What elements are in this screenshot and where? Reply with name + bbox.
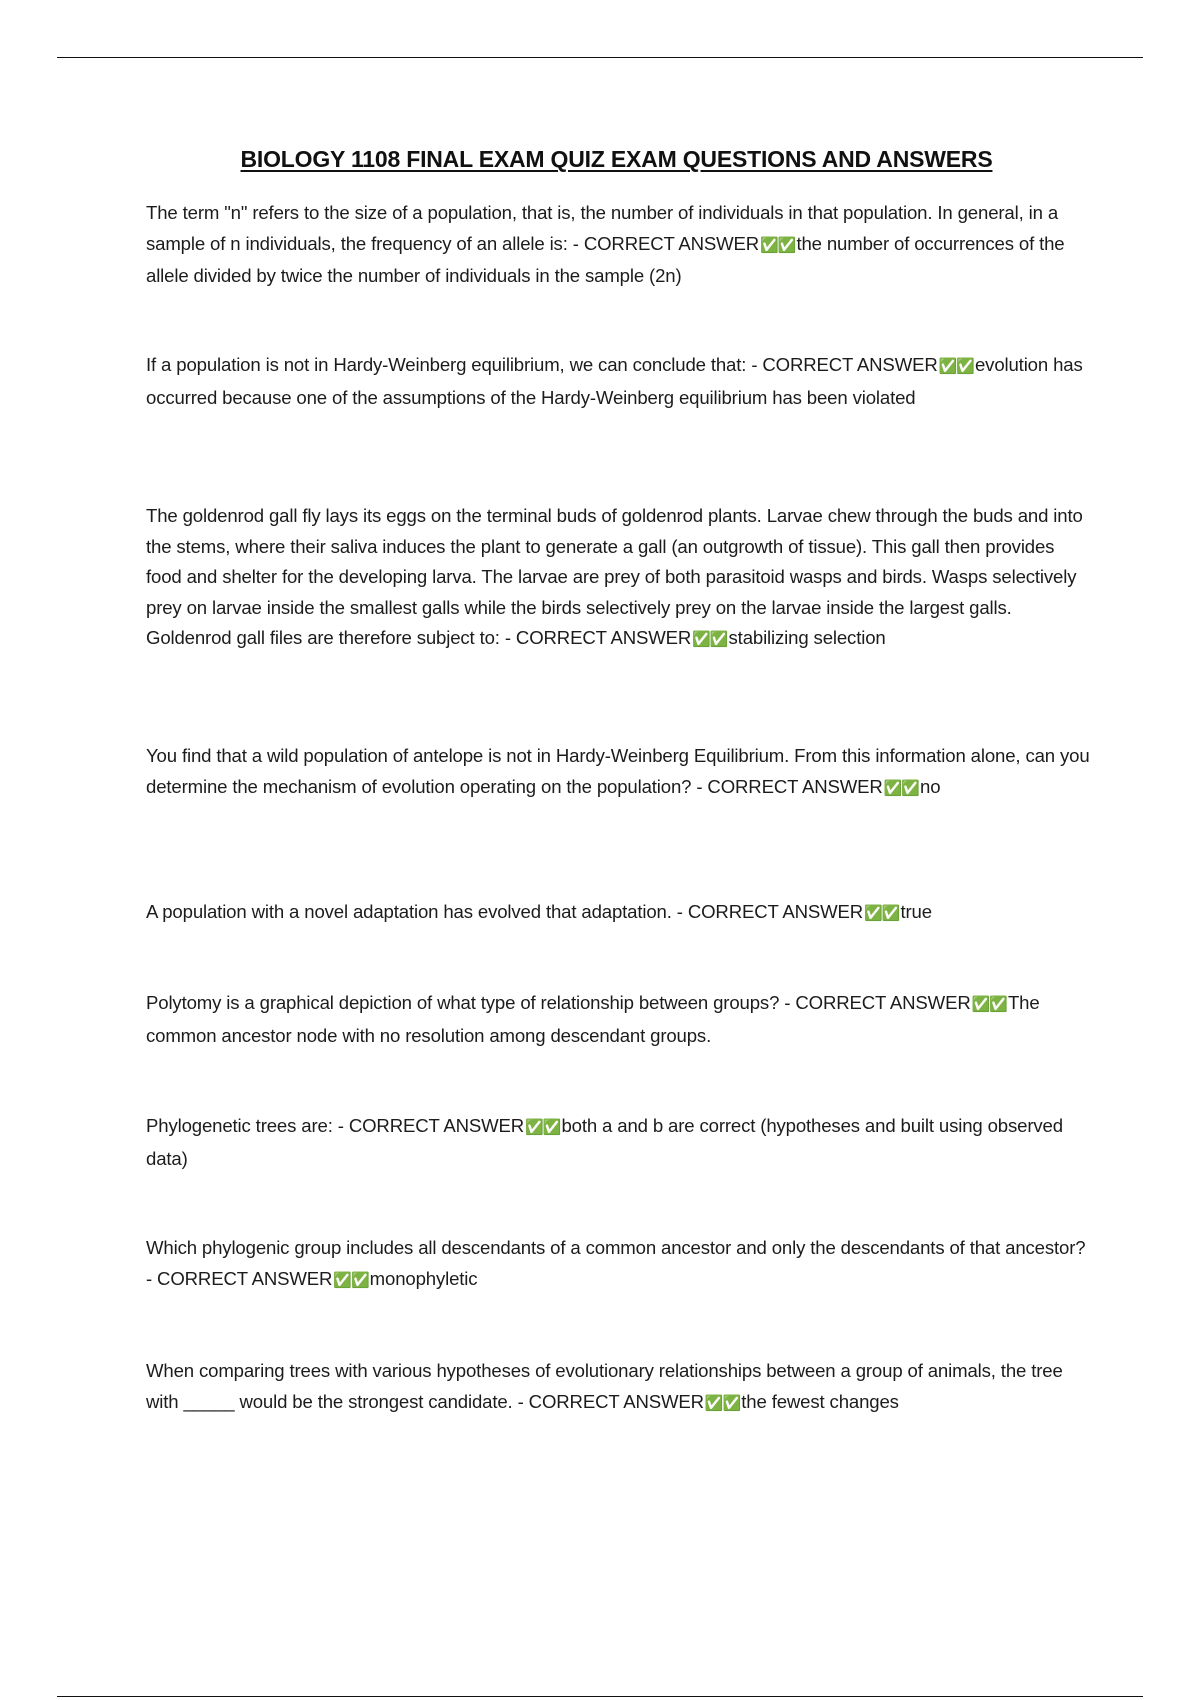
answer-text: both a and b are correct (hypotheses and built using observed data) (146, 1115, 1063, 1169)
answer-text: true (900, 901, 932, 922)
answer-marker: - CORRECT ANSWER (696, 775, 883, 797)
double-check-icon: ✅✅ (704, 1394, 741, 1412)
qa-item-2 (146, 350, 1091, 413)
bottom-rule (57, 1696, 1143, 1697)
double-check-icon: ✅✅ (883, 779, 920, 797)
question-text: When comparing trees with various hypotheses of evolutionary relationships between a group of animals, the tree with _____ would be the strongest candidate. (146, 1360, 1063, 1412)
double-check-icon: ✅✅ (692, 631, 728, 648)
question-text: A population with a novel adaptation has evolved that adaptation. (146, 901, 672, 922)
answer-text: The common ancestor node with no resolution among descendant groups. (146, 992, 1040, 1046)
double-check-icon: ✅✅ (938, 358, 974, 375)
answer-text: stabilizing selection (728, 627, 886, 648)
qa-item-7 (146, 1111, 1091, 1174)
answer-text: the number of occurrences of the allele divided by twice the number of individuals in the sample (2n) (146, 232, 1065, 286)
answer-marker: - CORRECT ANSWER (572, 232, 760, 254)
qa-item-8 (146, 1233, 1091, 1296)
question-text: Which phylogenic group includes all descendants of a common ancestor and only the descendants of that ancestor? (146, 1237, 1086, 1258)
double-check-icon: ✅✅ (971, 996, 1007, 1013)
question-text: The goldenrod gall fly lays its eggs on the terminal buds of goldenrod plants. Larvae chew through the buds and into the stems, where their saliva induces the plant to generate a gall (an outgrowth of tissue). This gall then provides food and shelter for the developing larva. The larvae are prey of both parasitoid wasps and birds. Wasps selectively prey on larvae inside the smallest galls while the birds selectively prey on the larvae inside the largest galls. Goldenrod gall files are therefore subject to: (146, 505, 1083, 648)
answer-text: the fewest changes (741, 1390, 899, 1412)
question-text: If a population is not in Hardy-Weinberg equilibrium, we can conclude that: (146, 354, 747, 375)
double-check-icon: ✅✅ (333, 1271, 369, 1289)
answer-marker: - CORRECT ANSWER (337, 1115, 525, 1136)
qa-item-3 (146, 501, 1091, 656)
top-rule (57, 57, 1143, 58)
question-text: The term "n" refers to the size of a population, that is, the number of individuals in that population. In general, in a sample of n individuals, the frequency of an allele is: (146, 202, 1059, 254)
double-check-icon: ✅✅ (525, 1119, 561, 1136)
answer-text: monophyletic (369, 1267, 478, 1289)
qa-item-6 (146, 988, 1091, 1051)
answer-marker: - CORRECT ANSWER (504, 627, 692, 648)
answer-marker: - CORRECT ANSWER (676, 901, 864, 922)
answer-text: evolution has occurred because one of the assumptions of the Hardy-Weinberg equilibrium has been violated (146, 354, 1083, 408)
question-text: Phylogenetic trees are: (146, 1115, 333, 1136)
question-text: Polytomy is a graphical depiction of what type of relationship between groups? (146, 992, 780, 1013)
answer-marker: - CORRECT ANSWER (517, 1390, 704, 1412)
answer-marker: - CORRECT ANSWER (784, 992, 971, 1013)
qa-item-9 (146, 1356, 1091, 1419)
answer-marker: - CORRECT ANSWER (146, 1267, 333, 1289)
answer-marker: - CORRECT ANSWER (751, 354, 938, 375)
qa-item-4 (146, 741, 1091, 804)
qa-item-1 (146, 198, 1091, 292)
qa-item-5 (146, 897, 1091, 930)
double-check-icon: ✅✅ (760, 236, 796, 254)
answer-text: no (920, 775, 941, 797)
double-check-icon: ✅✅ (864, 905, 900, 922)
question-text: You find that a wild population of antelope is not in Hardy-Weinberg Equilibrium. From this information alone, can you determine the mechanism of evolution operating on the population? (146, 745, 1090, 797)
document-title: BIOLOGY 1108 FINAL EXAM QUIZ EXAM QUESTIONS AND ANSWERS (240, 146, 993, 172)
